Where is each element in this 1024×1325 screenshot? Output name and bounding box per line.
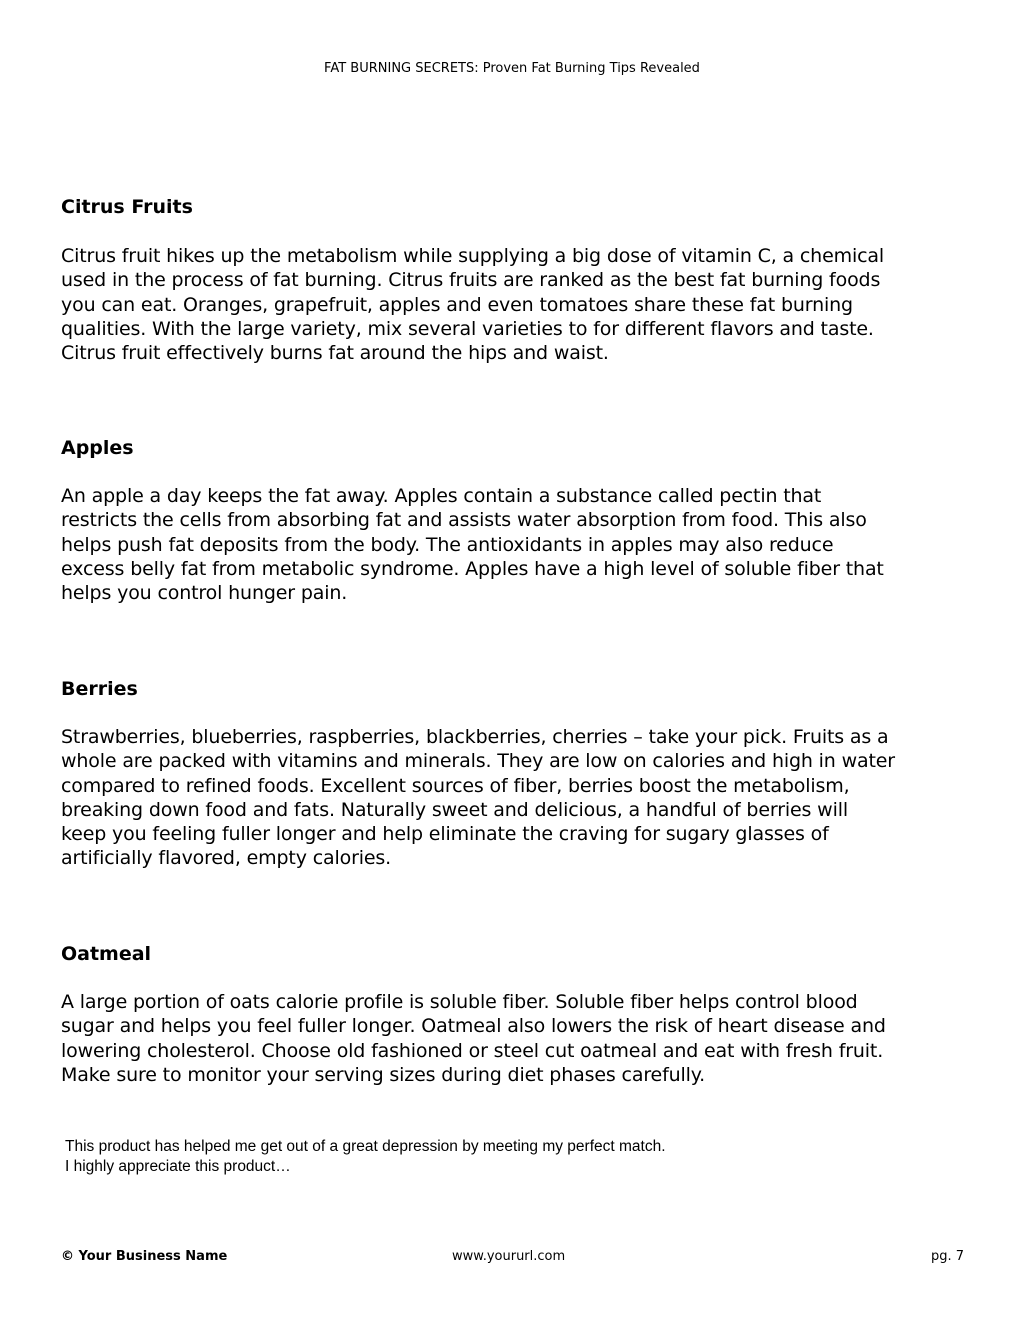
section-body-citrus-fruits <box>61 244 971 365</box>
body-line: you can eat. Oranges, grapefruit, apples and even tomatoes share these fat burning <box>61 293 853 316</box>
body-line: Make sure to monitor your serving sizes during diet phases carefully. <box>61 1063 706 1086</box>
body-line: helps you control hunger pain. <box>61 582 348 605</box>
section-body-apples <box>61 484 971 605</box>
body-line: whole are packed with vitamins and minerals. They are low on calories and high in water <box>61 750 895 773</box>
body-line: excess belly fat from metabolic syndrome. Apples have a high level of soluble fiber that <box>61 557 884 580</box>
section-title-citrus-fruits: Citrus Fruits <box>61 196 193 218</box>
body-line: helps push fat deposits from the body. The antioxidants in apples may also reduce <box>61 533 834 556</box>
section-body-oatmeal <box>61 990 971 1087</box>
body-line: breaking down food and fats. Naturally sweet and delicious, a handful of berries will <box>61 798 848 821</box>
section-title-oatmeal: Oatmeal <box>61 943 152 965</box>
section-title-apples: Apples <box>61 437 134 459</box>
body-line: lowering cholesterol. Choose old fashioned or steel cut oatmeal and eat with fresh fruit. <box>61 1039 884 1062</box>
body-line: Citrus fruit hikes up the metabolism while supplying a big dose of vitamin C, a chemical <box>61 245 885 267</box>
body-line: A large portion of oats calorie profile is soluble fiber. Soluble fiber helps control blood <box>61 991 858 1013</box>
body-line: sugar and helps you feel fuller longer. Oatmeal also lowers the risk of heart disease and <box>61 1015 886 1038</box>
section-title-berries: Berries <box>61 678 138 700</box>
body-line: keep you feeling fuller longer and help eliminate the craving for sugary glasses of <box>61 823 829 846</box>
testimonial-line: I highly appreciate this product… <box>65 1158 291 1175</box>
footer-page-number: pg. 7 <box>930 1249 964 1264</box>
body-line: An apple a day keeps the fat away. Apples contain a substance called pectin that <box>61 485 822 507</box>
body-line: qualities. With the large variety, mix several varieties to for different flavors and taste. <box>61 317 874 340</box>
body-line: Citrus fruit effectively burns fat around the hips and waist. <box>61 342 609 365</box>
section-body-berries <box>61 725 971 871</box>
body-line: compared to refined foods. Excellent sources of fiber, berries boost the metabolism, <box>61 774 850 797</box>
body-line: restricts the cells from absorbing fat and assists water absorption from food. This also <box>61 509 867 532</box>
body-line: used in the process of fat burning. Citrus fruits are ranked as the best fat burning foods <box>61 269 881 292</box>
page-header: FAT BURNING SECRETS: Proven Fat Burning Tips Revealed <box>324 61 700 76</box>
footer-url: www.yoururl.com <box>452 1249 566 1264</box>
body-line: Strawberries, blueberries, raspberries, blackberries, cherries – take your pick. Fruits as a <box>61 726 889 748</box>
testimonial-line: This product has helped me get out of a great depression by meeting my perfect match. <box>65 1138 666 1155</box>
body-line: artificially flavored, empty calories. <box>61 847 392 870</box>
testimonial <box>65 1137 666 1177</box>
footer-business-name: © Your Business Name <box>61 1249 228 1264</box>
